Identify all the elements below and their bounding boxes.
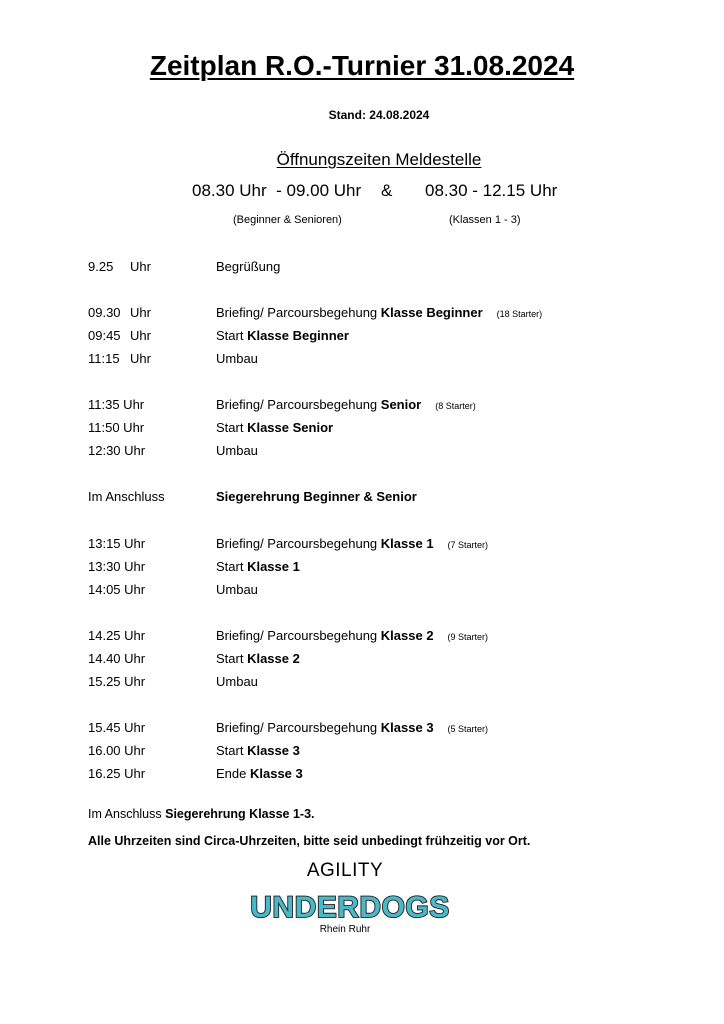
- schedule-bold-text: Klasse 3: [380, 720, 434, 735]
- page-title: Zeitplan R.O.-Turnier 31.08.2024: [149, 50, 575, 81]
- schedule-bold-text: Klasse 1: [380, 536, 434, 551]
- schedule-text: Start: [216, 743, 248, 758]
- footer-time-note: Alle Uhrzeiten sind Circa-Uhrzeiten, bitte seid unbedingt frühzeitig vor Ort.: [88, 834, 531, 848]
- starter-count: (7 Starter): [447, 540, 489, 550]
- schedule-bold-text: Klasse 3: [249, 766, 303, 781]
- schedule-text: Umbau: [216, 351, 258, 366]
- schedule-time: 13:30 Uhr: [88, 559, 146, 574]
- schedule-description: [216, 742, 314, 761]
- schedule-description: [216, 396, 476, 415]
- schedule-text: Briefing/ Parcoursbegehung: [216, 628, 381, 643]
- schedule-text: Start: [216, 559, 248, 574]
- schedule-bold-text: Klasse Beginner: [247, 328, 349, 343]
- schedule-text: Umbau: [216, 674, 258, 689]
- schedule-time: 09:45: [88, 328, 121, 343]
- schedule-text: Briefing/ Parcoursbegehung: [216, 397, 381, 412]
- opening-note-b: (Klassen 1 - 3): [449, 214, 521, 226]
- schedule-description: [216, 488, 431, 507]
- schedule-description: [216, 535, 488, 554]
- opening-time-a: 08.30 Uhr - 09.00 Uhr: [192, 181, 362, 200]
- opening-separator: &: [381, 181, 393, 200]
- schedule-time: 15.45 Uhr: [88, 720, 146, 735]
- schedule-description: [216, 304, 542, 323]
- starter-count: (5 Starter): [447, 724, 489, 734]
- schedule-time: 09.30: [88, 305, 121, 320]
- schedule-description: [216, 650, 314, 669]
- agility-underdogs-logo: [245, 860, 455, 944]
- schedule-time: 14:05 Uhr: [88, 582, 146, 597]
- logo-underdogs-text: UNDERDOGS: [250, 891, 450, 924]
- schedule-unit: Uhr: [130, 259, 151, 274]
- opening-time-b: 08.30 - 12.15 Uhr: [425, 181, 558, 200]
- schedule-description: [216, 765, 317, 784]
- schedule-time: 9.25: [88, 259, 114, 274]
- schedule-bold-text: Klasse 1: [247, 559, 300, 574]
- schedule-text: Umbau: [216, 582, 258, 597]
- schedule-unit: Uhr: [130, 351, 151, 366]
- schedule-time: 14.40 Uhr: [88, 651, 146, 666]
- stand-date: Stand: 24.08.2024: [328, 108, 430, 122]
- schedule-bold-text: Klasse 2: [247, 651, 300, 666]
- starter-count: (9 Starter): [447, 632, 489, 642]
- schedule-description: [216, 627, 488, 646]
- footer-ceremony-note: Im Anschluss Siegerehrung Klasse 1-3.: [88, 807, 315, 821]
- schedule-text: Briefing/ Parcoursbegehung: [216, 720, 381, 735]
- schedule-description: [216, 258, 294, 277]
- schedule-time: 12:30 Uhr: [88, 443, 146, 458]
- schedule-text: Ende: [216, 766, 250, 781]
- schedule-description: [216, 673, 272, 692]
- opening-note-a: (Beginner & Senioren): [233, 214, 342, 226]
- schedule-time: 11:50 Uhr: [88, 420, 145, 435]
- schedule-time: 13:15 Uhr: [88, 536, 146, 551]
- logo-rhein-ruhr-text: Rhein Ruhr: [319, 924, 371, 935]
- schedule-description: [216, 442, 272, 461]
- schedule-text: Start: [216, 651, 248, 666]
- schedule-bold-text: Klasse 2: [380, 628, 434, 643]
- schedule-description: [216, 419, 347, 438]
- schedule-text: Umbau: [216, 443, 258, 458]
- schedule-bold-text: Klasse Senior: [247, 420, 334, 435]
- schedule-description: [216, 350, 272, 369]
- schedule-bold-text: Klasse 3: [247, 743, 300, 758]
- schedule-description: [216, 581, 272, 600]
- logo-underdogs-wordmark: [250, 886, 450, 926]
- starter-count: (18 Starter): [496, 309, 543, 319]
- schedule-unit: Uhr: [130, 328, 151, 343]
- schedule-text: Begrüßung: [216, 259, 281, 274]
- schedule-time: 15.25 Uhr: [88, 674, 146, 689]
- schedule-time: Im Anschluss: [88, 489, 165, 504]
- schedule-time: 16.25 Uhr: [88, 766, 146, 781]
- schedule-bold-text: Siegerehrung Beginner & Senior: [216, 489, 417, 504]
- schedule-bold-text: Klasse Beginner: [380, 305, 483, 320]
- schedule-unit: Uhr: [130, 305, 151, 320]
- schedule-time: 11:35 Uhr: [88, 397, 145, 412]
- schedule-bold-text: Senior: [380, 397, 422, 412]
- schedule-description: [216, 327, 363, 346]
- logo-agility-text: AGILITY: [306, 860, 384, 881]
- opening-hours-title: Öffnungszeiten Meldestelle: [276, 150, 482, 169]
- schedule-text: Briefing/ Parcoursbegehung: [216, 305, 381, 320]
- schedule-time: 11:15: [88, 351, 120, 366]
- schedule-text: Start: [216, 328, 248, 343]
- schedule-description: [216, 719, 488, 738]
- starter-count: (8 Starter): [435, 401, 476, 411]
- schedule-text: Briefing/ Parcoursbegehung: [216, 536, 381, 551]
- schedule-description: [216, 558, 314, 577]
- schedule-time: 16.00 Uhr: [88, 743, 146, 758]
- schedule-time: 14.25 Uhr: [88, 628, 146, 643]
- schedule-text: Start: [216, 420, 248, 435]
